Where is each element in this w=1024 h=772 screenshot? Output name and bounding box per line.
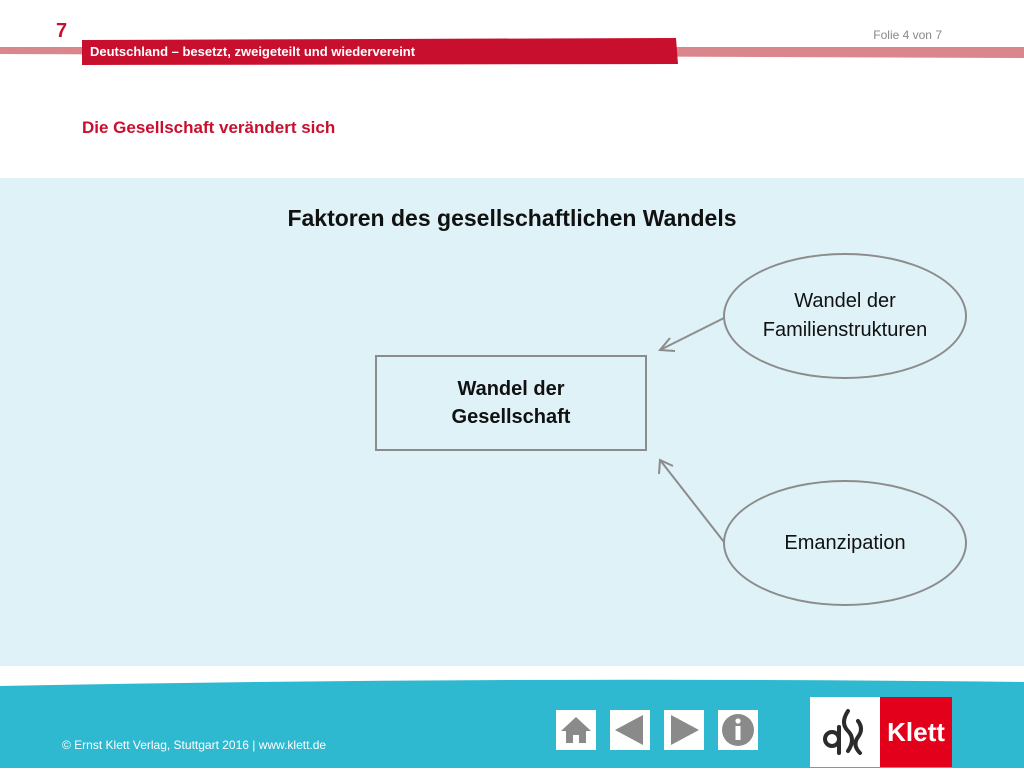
klett-wordmark	[880, 697, 952, 767]
home-button[interactable]	[556, 710, 596, 750]
chapter-title: Deutschland – besetzt, zweigeteilt und wiedervereint	[90, 44, 416, 59]
factor-node-label: Wandel der Familienstrukturen	[762, 290, 928, 341]
klett-logo-text: Klett	[887, 716, 945, 747]
next-arrow-icon	[664, 710, 704, 750]
info-icon	[718, 710, 758, 750]
factor-node-familienstrukturen	[723, 253, 967, 379]
previous-arrow-icon	[610, 710, 650, 750]
previous-button[interactable]	[610, 710, 650, 750]
center-node-label: Wandel der Gesellschaft	[451, 378, 571, 428]
next-button[interactable]	[664, 710, 704, 750]
info-button[interactable]	[718, 710, 758, 750]
factor-node-label: Emanzipation	[784, 531, 906, 554]
chapter-number: 7	[56, 20, 68, 42]
klett-logo[interactable]	[810, 697, 952, 767]
center-node	[375, 355, 647, 451]
copyright-text: © Ernst Klett Verlag, Stuttgart 2016 | www.klett.de	[62, 738, 327, 752]
slide-heading: Faktoren des gesellschaftlichen Wandels	[287, 205, 737, 231]
home-icon	[556, 710, 596, 750]
klett-emblem	[810, 697, 880, 767]
section-title: Die Gesellschaft verändert sich	[82, 118, 336, 137]
slide-counter: Folie 4 von 7	[873, 28, 942, 42]
factor-node-emanzipation	[723, 480, 967, 606]
